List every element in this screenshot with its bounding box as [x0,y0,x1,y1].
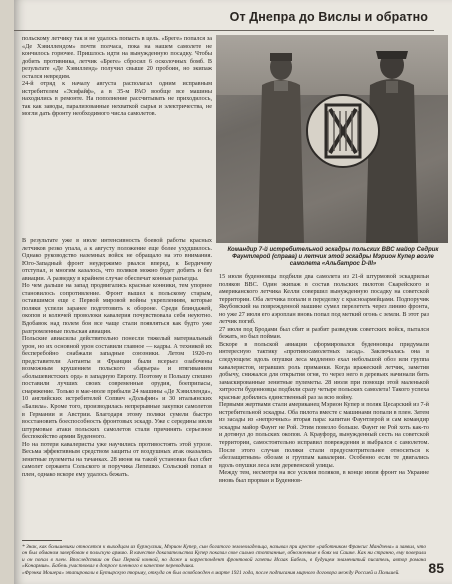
book-page [14,0,452,584]
photo-figure-left [256,45,306,243]
page-number: 85 [428,560,444,576]
right-column-text: 15 июля буденновцы подбили два самолета из 21-й штурмовой эскадрильи поляков ВВС. Один экипаж в состав польских пилотов Скарейского и американского летчика Келли совершил вынужденную посадку на советской территории. Оба летчика попали в переделку с красноармейцами. Подпоручик Якубовский на поврежденной машине сумел перелететь через линию фронта, но уже 27 июля его аэроплан вновь попал под меткий огонь с земли. В этот раз летчик погиб. 27 июля под Бродами был сбит и разбит разведчик советских войск, пытался бежать, но был пойман. Вскоре в польской авиации сформировался буденновцы придумали интересную тактику «противосамолетных засад». Заключалась она в следующем: вдоль опушки леса медленно ехал небольшой обоз или группа кавалеристов, игравших роль приманки. Когда вражеский летчик, заметив добычу, снижался для открытия огня, то через него в деревьях начинали бить замаскированные зенитные пулеметы. 28 июля при помощи этой маленькой хитрости буденновцы подбили сразу четыре польских самолета! Такого успеха красные добились единственный раз за всю войну. Первыми жертвами стали американец Мэрион Купер и поляк Цесарский из 7-й истребительной эскадры. Оба пилота вместе с машинами попали в плен. Затем из засады из «непрочных» вторая пара: капитан Фаунтлерой и сам командир эскадры майор Фаунт не Рой. Этим повезло больше. Фаунт не Рой хоть как-то и дотянул до польских окопов. А Крауфорд, вынужденный сесть на советской территории, самостоятельно исправил повреждения и выбрался с самолетом. После этого случая поляки стали предусмотрительнее относиться к «беззащитным» обозам и группам кавалерии. Особенно если те двигались вдоль опушки леса или деревенской улицы. Между тем, несмотря на все усилия поляков, в конце июля фронт на Украине вновь был прорван и Буденнов- [219,273,429,484]
running-header [14,8,434,31]
footnote-text: * Знак, как большевики относятся к выходцам из буржуазии, Мэрион Купер, сын богатого землевладельца, называл при аресте «работником Франсис Мандзена» и заявил, что он был обманом завербован в польскую армию. В качестве доказательства Купер показал свое сильно стоптанные, обноженные в боях на Сашке. Как ни странно, ему поверили и он попал в плен. Впоследствии он был Первой конной, но даже и корреспондент фронтовой газеты Исаак Бабель, в будущем знаменитый писатель, автор романа «Конармия». Бабель участвовал в допросе пленного в качестве переводчика. «Фрэнка Мошера» этапировали в Бутырскую тюрьму, откуда он был освобожден в марте 1921 года, после подписания мирного договора между Россией и Польшей. [22,544,426,576]
running-header-title: От Днепра до Вислы и обратно [229,10,428,24]
photo-caption: Командир 7-й истребительной эскадры польских ВВС майор Седрик Фаунтлерой (справа) и летчик этой эскадры Мэрион Купер возле самолета «Альбатрос D-III» [227,247,439,268]
left-column-lower-text: В результате уже в июле интенсивность боевой работы красных летчиков резко упала, а к августу положение еще более ухудшилось. Однако руководство наземных войск не обращало на это внимания. Юго-Западный фронт неудержимо рвался вперед, к Бердичеву отступал, и многим казалось, что поляков можно будет добить и без авиации. А разведку в крайнем случае обеспечат конные разъезды. Но чем дальше на запад продвигались красные конники, тем упорнее становилось сопротивление. Фронт вышел к польскому старым, оставшимся еще с Первой мировой войны укреплениям, которые поляки успели заранее подготовить к обороне. Среди блиндажей, окопов и колючей проволоки кавалерия почувствовала себя неуютно. Вдобавок над полем боя все чаще стали появляться как будто уже разгромленные польская авиация. Польские авиасилы действительно понесли тяжелый материальный урон, но их основной урон составили главное — кадры. А техникой их бесперебойно снабжали западные союзники. Летом 1920-го представители Антанты и Франции были всерьез озабочены возможным крушением польского «барьера» и втягиванием «большевистских орд» в западную Европу. Поэтому в Польшу спешно поставили лучших своих современные орудия, боеприпасы, снаряжение. Только в мае-июле прибыли 24 машины «Де Хэвилленда», 10 английских истребителей Сопвич «Дольфин» и 30 итальянских «Балила». Кроме того, производилась непрерывные закупки самолетов в Германии и Австрии. Благодаря этому поляки сумели быстро восстановить боеспособность фронтовых эскадр. Уже с середины июля штурмовые атаки польских самолетов стали причинять серьезное беспокойство армии Буденного. Но на потери кавалеристы уже научились противостоять этой угрозе. Весьма эффективным средством защиты от воздушных атак оказались зенитные пулеметы на тачанках. 28 июня на такой установки был сбит самолет сержанта Сольского и поручика Лепешко. Сольский попал в плен, однако вскоре ему удалось бежать. [22,237,212,478]
footnote-rule [22,540,62,541]
left-column-top-text: польскому летчику так и не удалось попасть в цель. «Бреге» попался за «Де Хэвиллендом» почти полчаса, пока на нашем самолете не кончилось горючее. Пришлось идти на вынужденную посадку. Чтобы добить противника, летчик «Бреге» сбросил 6 осколочных бомб. В результате «Де Хэвилленд» получил свыше 20 пробоин, но экипаж остался невредим. 24-й отряд к началу августа располагал одним исправным истребителем «Эсифайф», а в 35-м РАО вообще все машины находились в ремонте. На пополнение рассчитывать не приходилось, так как заводы, парализованные нехваткой сырья и электричества, не могли дать фронту необходимого числа самолетов. [22,35,212,118]
photo-squadron-commanders [216,35,448,243]
kosciuszko-squadron-emblem-icon [304,87,382,177]
